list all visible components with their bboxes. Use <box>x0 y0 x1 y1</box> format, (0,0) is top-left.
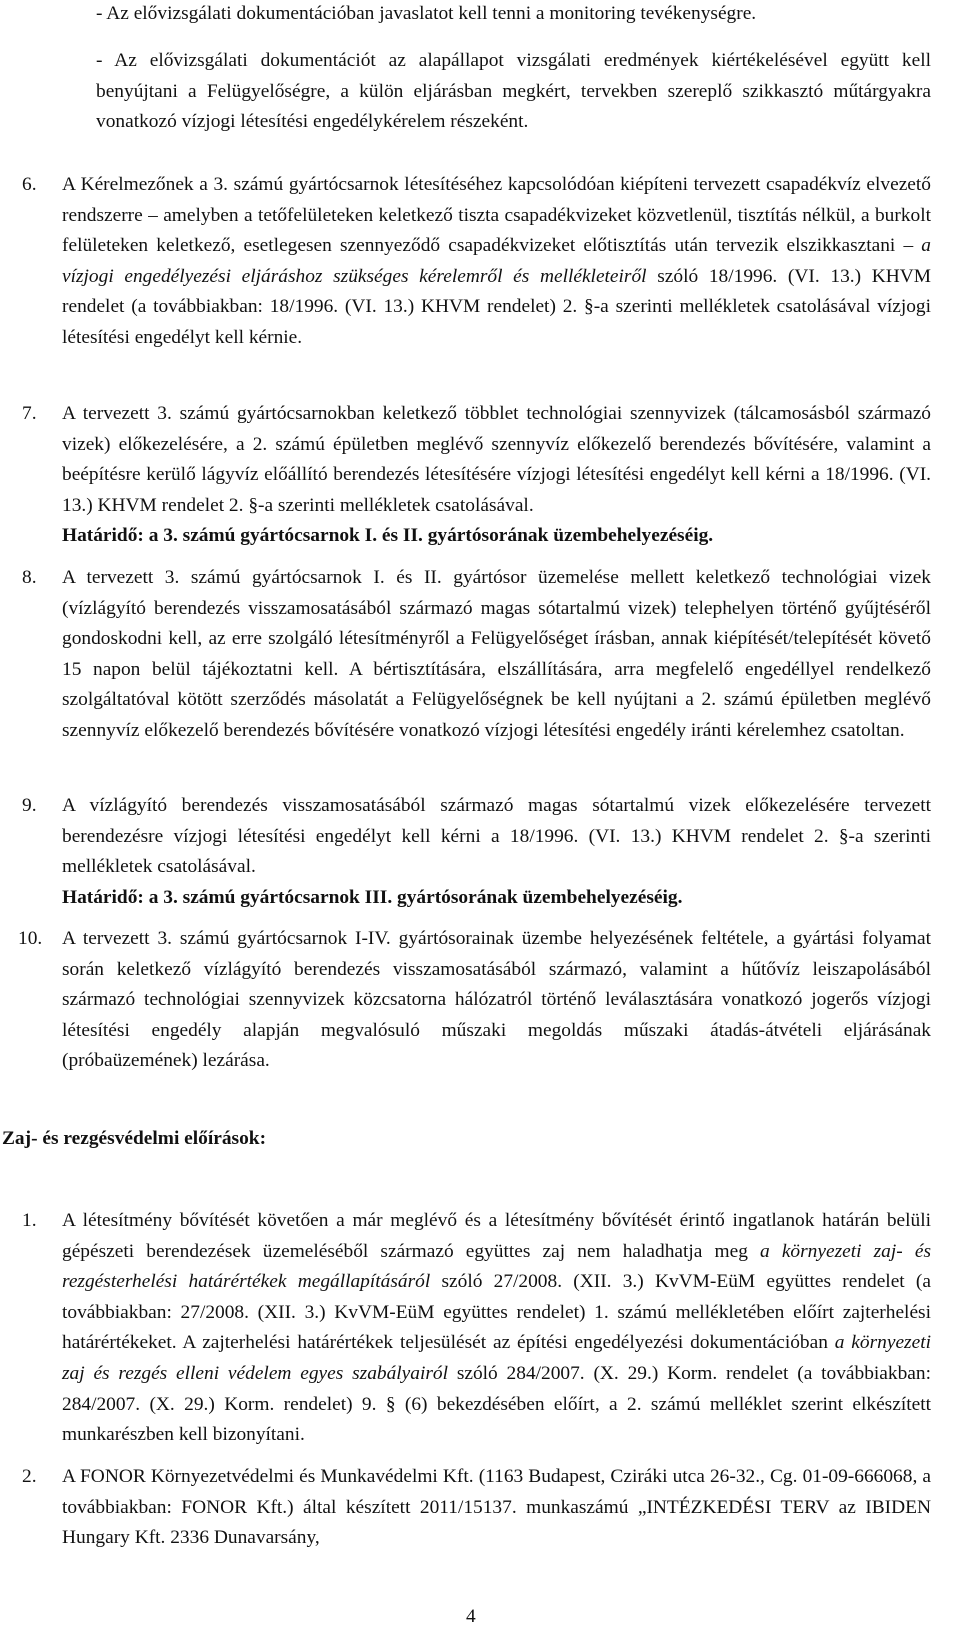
item-number: 1. <box>22 1210 37 1231</box>
bullet-paragraph <box>96 46 931 138</box>
item-text: A tervezett 3. számú gyártócsarnok I-IV. gyártósorainak üzembe helyezésének feltétele, a gyártási folyamat során keletkező vízlágyító berendezés visszamosatásából származó, valamint a hűtővíz leiszapolásából származó technológiai szennyvizek közcsatorna hálózatról történő leválasztására vonatkozó jogerős vízjogi létesítési engedély alapján megvalósuló műszaki megoldás műszaki átadás-átvételi eljárásának (próbaüzemének) lezárása. <box>62 928 931 1072</box>
regulation-title: a környezeti zaj és rezgés elleni védelem egyes szabályairól <box>62 1332 931 1384</box>
item-number: 2. <box>22 1466 37 1487</box>
item-text: A tervezett 3. számú gyártócsarnok I. és II. gyártósor üzemelése mellett keletkező technológiai vizek (vízlágyító berendezés visszamosatásából származó magas sótartalmú vizek) telephelyen történő gyűjtéséről gondoskodni kell, az erre szolgáló létesítményről a Felügyelőséget írásban, annak kiépítését/telepítését követő 15 napon belül tájékoztatni kell. A bértisztítására, elszállítására, arra megfelelő engedéllyel rendelkező szolgáltatóval kötött szerződés másolatát a Felügyelőségnek be kell nyújtani a 2. számú épületben meglévő szennyvíz előkezelő berendezés bővítésére vonatkozó vízjogi létesítési engedély iránti kérelemhez csatoltan. <box>62 567 931 741</box>
bullet-paragraph <box>96 0 931 30</box>
bullet-text: - Az elővizsgálati dokumentációban javaslatot kell tenni a monitoring tevékenységre. <box>96 3 757 24</box>
item-number: 8. <box>22 567 37 588</box>
regulation-title: a vízjogi engedélyezési eljáráshoz szükséges kérelemről és mellékleteiről <box>62 235 931 287</box>
item-text: A létesítmény bővítését követően a már meglévő és a létesítmény bővítését érintő ingatlanok határán belüli gépészeti berendezések üzemeléséből származó együttes zaj nem haladhatja meg a környezeti zaj- és rezgésterhelési határértékek megállapításáról szóló 27/2008. (XII. 3.) KvVM-EüM együttes rendelet (a továbbiakban: 27/2008. (XII. 3.) KvVM-EüM együttes rendelet) 1. számú mellékletében előírt zajterhelési határértékeket. A zajterhelési határértékek teljesülését az építési engedélyezési dokumentációban a környezeti zaj és rezgés elleni védelem egyes szabályairól szóló 284/2007. (X. 29.) Korm. rendelet (a továbbiakban: 284/2007. (X. 29.) Korm. rendelet) 9. § (6) bekezdésében előírt, a 2. számú melléklet szerint elkészített munkarészben kell bizonyítani. <box>62 1210 931 1446</box>
regulation-title: a környezeti zaj- és rezgésterhelési határértékek megállapításáról <box>62 1240 931 1293</box>
bullet-text: - Az elővizsgálati dokumentációt az alapállapot vizsgálati eredmények kiértékelésével együtt kell benyújtani a Felügyelőségre, a külön eljárásban megkért, tervekben szereplő szikkasztó műtárgyakra vonatkozó vízjogi létesítési engedélykérelem részeként. <box>96 50 931 133</box>
deadline: Határidő: a 3. számú gyártócsarnok I. és II. gyártósorának üzembehelyezéséig. <box>62 525 714 547</box>
item-text: A tervezett 3. számú gyártócsarnokban keletkező többlet technológiai szennyvizek (tálcamosásból származó vizek) előkezelésére, a 2. számú épületben meglévő szennyvíz előkezelő berendezés bővítésére, valamint a beépítésre kerülő lágyvíz előállító berendezés létesítésére vízjogi létesítési engedélyt kell kérni a 18/1996. (VI. 13.) KHVM rendelet 2. §-a szerinti mellékletek csatolásával. Határidő: a 3. számú gyártócsarnok I. és II. gyártósorának üzembehelyezéséig. <box>62 399 931 552</box>
item-text: A Kérelmezőnek a 3. számú gyártócsarnok létesítéséhez kapcsolódóan kiépíteni tervezett csapadékvíz elvezető rendszerre – amelyben a tetőfelületeken keletkező tiszta csapadékvizeket közvetlenül, tisztítás nélkül, a burkolt felületeken keletkező, esetlegesen szennyeződő csapadékvizeket előtisztítás után tervezik elszikkasztani – a vízjogi engedélyezési eljáráshoz szükséges kérelemről és mellékleteiről szóló 18/1996. (VI. 13.) KHVM rendelet (a továbbiakban: 18/1996. (VI. 13.) KHVM rendelet) 2. §-a szerinti mellékletek csatolásával vízjogi létesítési engedélyt kell kérnie. <box>62 174 931 348</box>
item-text: A vízlágyító berendezés visszamosatásából származó magas sótartalmú vizek előkezelésére tervezett berendezésre vízjogi létesítési engedélyt kell kérni a 18/1996. (VI. 13.) KHVM rendelet 2. §-a szerinti mellékletek csatolásával. Határidő: a 3. számú gyártócsarnok III. gyártósorának üzembehelyezéséig. <box>62 791 931 913</box>
page-number: 4 <box>466 1606 476 1627</box>
item-number: 6. <box>22 174 37 195</box>
deadline: Határidő: a 3. számú gyártócsarnok III. gyártósorának üzembehelyezéséig. <box>62 886 683 908</box>
item-number: 9. <box>22 795 37 816</box>
item-number: 7. <box>22 403 37 424</box>
section-heading: Zaj- és rezgésvédelmi előírások: <box>2 1128 267 1149</box>
item-number: 10. <box>18 928 43 949</box>
item-text: A FONOR Környezetvédelmi és Munkavédelmi Kft. (1163 Budapest, Cziráki utca 26-32., Cg. 01-09-666068, a továbbiakban: FONOR Kft.) által készített 2011/15137. munkaszámú „INTÉZKEDÉSI TERV az IBIDEN Hungary Kft. 2336 Dunavarsány, <box>62 1466 931 1549</box>
